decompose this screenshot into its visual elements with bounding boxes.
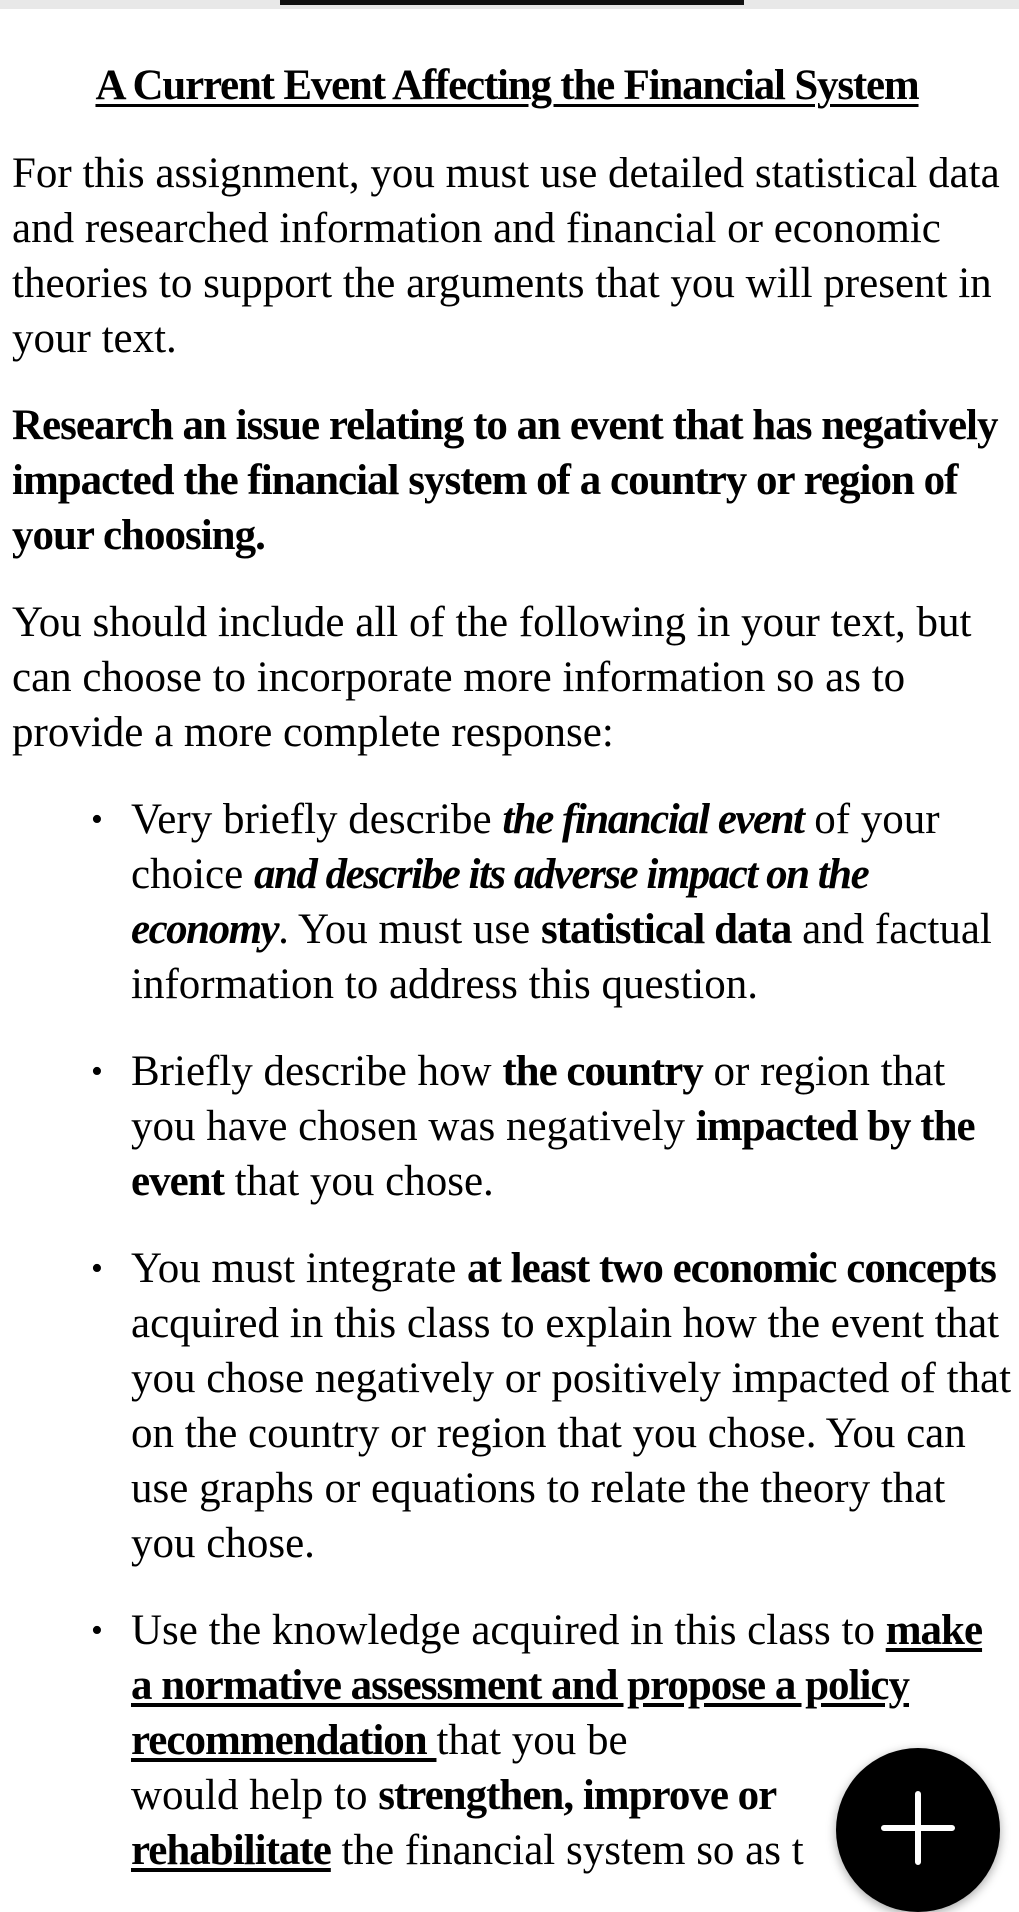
list-item: • Briefly describe how the country or region that you have chosen was negatively impacted by the event that you chose. (131, 1044, 1012, 1209)
page-title: A Current Event Affecting the Financial System (95, 62, 919, 109)
intro-paragraph: For this assignment, you must use detailed statistical data and researched information and financial or economic theories to support the arguments that you will present in your text. (12, 150, 1000, 362)
requirements-list (12, 792, 1012, 1878)
include-note-paragraph: You should include all of the following in your text, but can choose to incorporate more information so as to provide a more complete response: (12, 599, 972, 756)
add-button[interactable] (836, 1748, 1000, 1912)
plus-icon (878, 1788, 958, 1873)
list-item: • Use the knowledge acquired in this class to make a normative assessment and propose a policy recommendation that you be would help to strengthen, improve or rehabilitate the financial system so as t (131, 1603, 1012, 1878)
drag-handle[interactable] (280, 0, 744, 5)
list-item: • You must integrate at least two economic concepts acquired in this class to explain how the event that you chose negatively or positively impacted of that on the country or region that you chose. You can use graphs or equations to relate the theory that you chose. (131, 1241, 1012, 1571)
top-status-strip (0, 0, 1019, 9)
task-paragraph: Research an issue relating to an event that has negatively impacted the financial system of a country or region of your choosing. (12, 402, 998, 559)
list-item: • Very briefly describe the financial event of your choice and describe its adverse impact on the economy. You must use statistical data and factual information to address this question. (131, 792, 1012, 1012)
document-body (12, 58, 1012, 1910)
